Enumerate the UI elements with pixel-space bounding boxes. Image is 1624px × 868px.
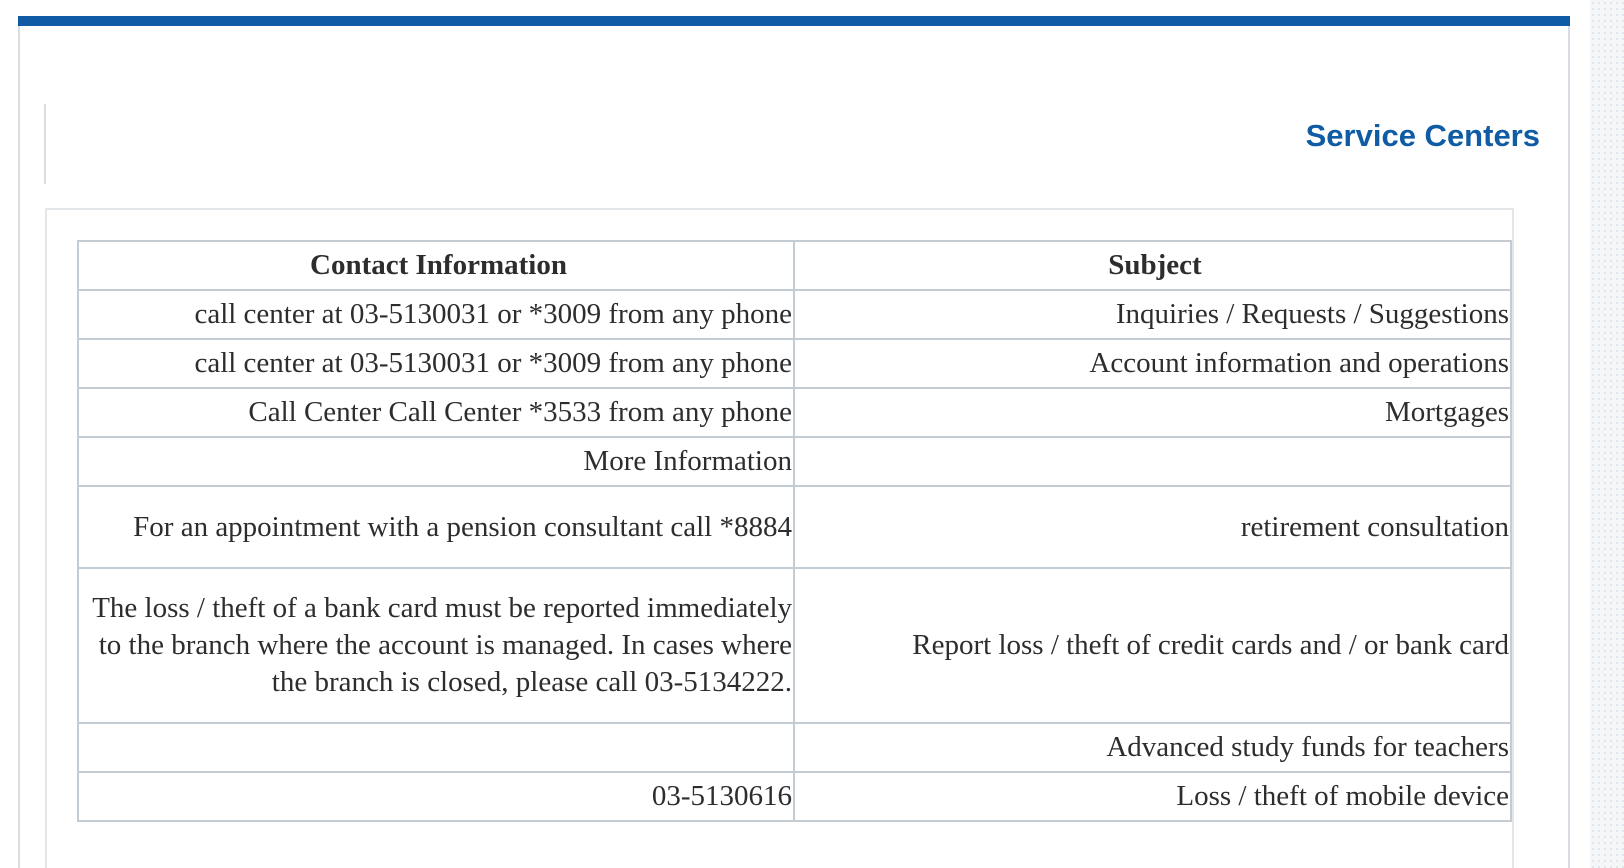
contact-cell: For an appointment with a pension consultant call *8884 bbox=[78, 486, 794, 568]
subject-cell: retirement consultation bbox=[794, 486, 1511, 568]
table-row bbox=[78, 290, 1511, 339]
subject-cell: Report loss / theft of credit cards and / or bank card bbox=[794, 568, 1511, 723]
table-header-row bbox=[78, 241, 1511, 290]
table-row bbox=[78, 772, 1511, 821]
table-row bbox=[78, 723, 1511, 772]
contact-cell: The loss / theft of a bank card must be reported immediately to the branch where the account is managed. In cases where the branch is closed, please call 03-5134222. bbox=[78, 568, 794, 723]
page-title: Service Centers bbox=[1305, 118, 1540, 153]
subject-cell: Loss / theft of mobile device bbox=[794, 772, 1511, 821]
contact-cell: call center at 03-5130031 or *3009 from any phone bbox=[78, 290, 794, 339]
subject-cell: Inquiries / Requests / Suggestions bbox=[794, 290, 1511, 339]
header-divider bbox=[44, 104, 46, 184]
page-background-pattern bbox=[1590, 0, 1624, 868]
subject-cell bbox=[794, 437, 1511, 486]
table-row bbox=[78, 437, 1511, 486]
contact-cell: Call Center Call Center *3533 from any phone bbox=[78, 388, 794, 437]
contact-cell bbox=[78, 723, 794, 772]
more-information-link[interactable]: More Information bbox=[78, 437, 794, 486]
table-row bbox=[78, 388, 1511, 437]
table-row bbox=[78, 486, 1511, 568]
column-header-subject: Subject bbox=[794, 241, 1511, 290]
service-centers-table bbox=[77, 240, 1512, 822]
contact-cell: 03-5130616 bbox=[78, 772, 794, 821]
accent-top-bar bbox=[18, 16, 1570, 26]
subject-cell: Account information and operations bbox=[794, 339, 1511, 388]
column-header-contact: Contact Information bbox=[78, 241, 794, 290]
subject-cell: Mortgages bbox=[794, 388, 1511, 437]
table-row bbox=[78, 339, 1511, 388]
contact-cell: call center at 03-5130031 or *3009 from any phone bbox=[78, 339, 794, 388]
subject-cell: Advanced study funds for teachers bbox=[794, 723, 1511, 772]
table-row bbox=[78, 568, 1511, 723]
